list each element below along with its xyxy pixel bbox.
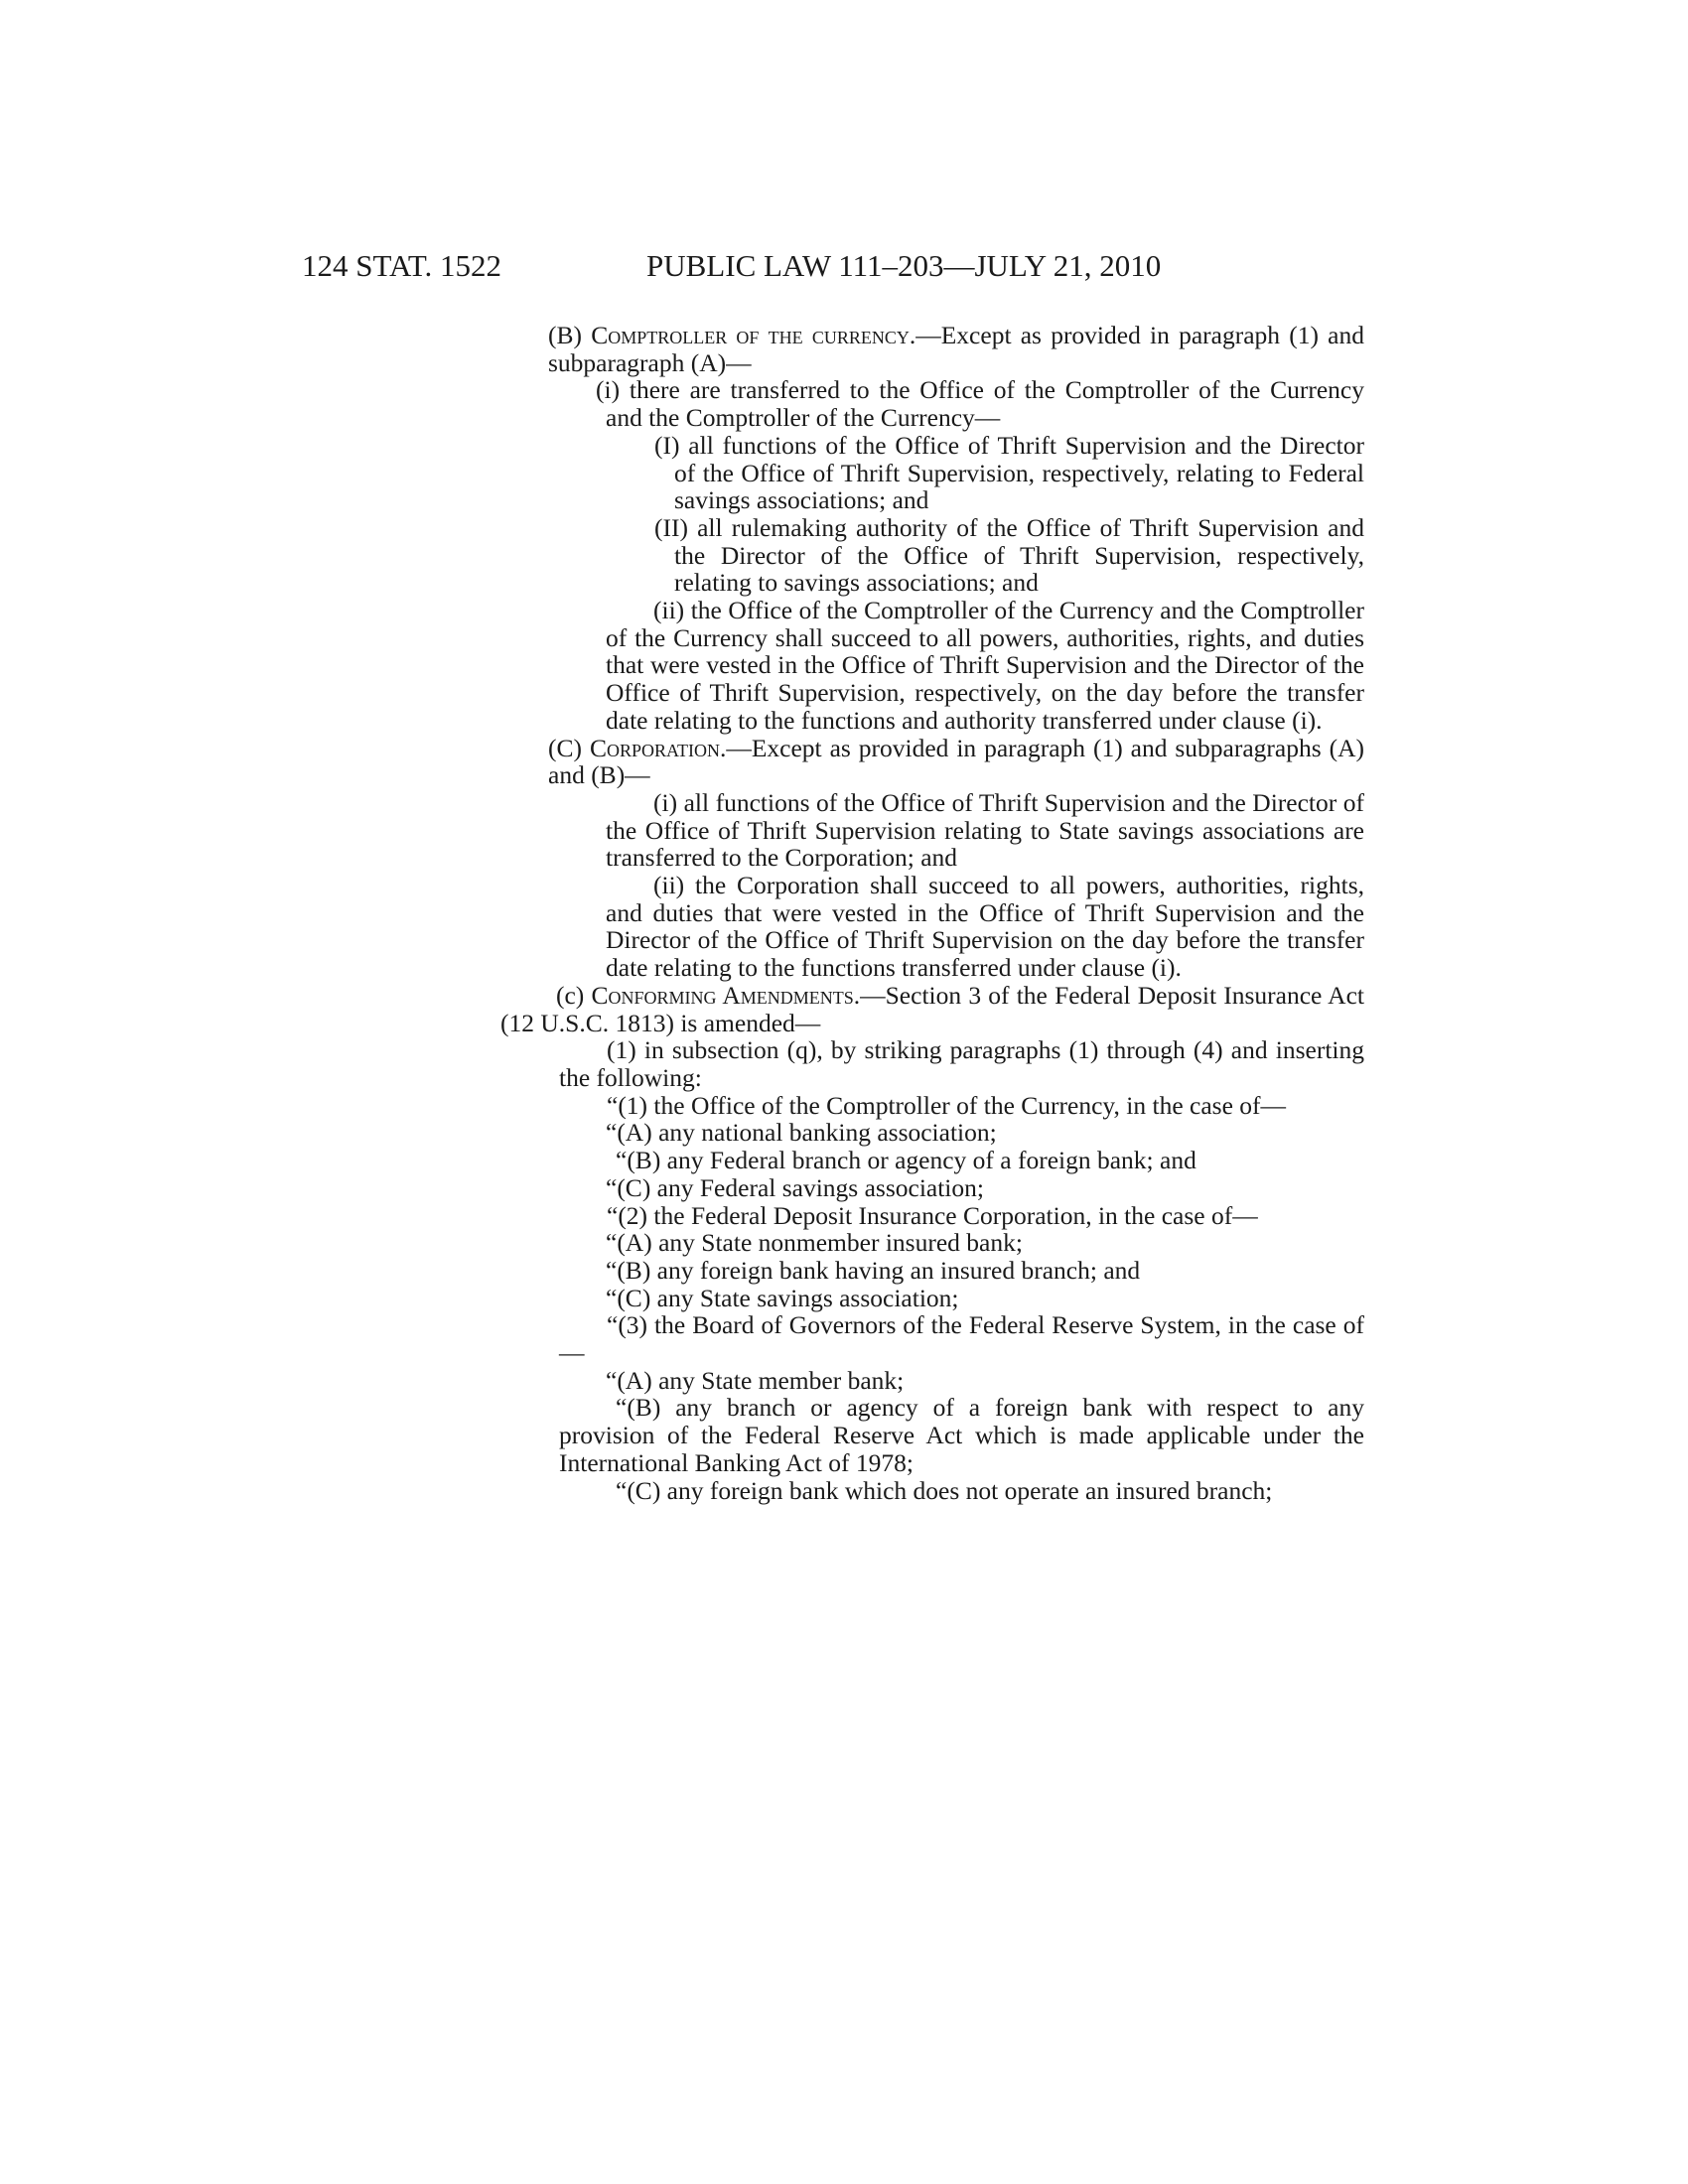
section-heading: Comptroller of the currency. [591, 321, 916, 349]
quoted-paragraph-2: “(2) the Federal Deposit Insurance Corporation, in the case of— [607, 1200, 1258, 1230]
quoted-subparagraph-a: “(A) any State member bank; [606, 1365, 905, 1395]
quoted-subparagraph-a: “(A) any State nonmember insured bank; [606, 1228, 1023, 1258]
statute-body [500, 322, 1364, 1504]
subparagraph-b-comptroller [548, 322, 1364, 376]
quoted-subparagraph-c: “(C) any State savings association; [606, 1283, 959, 1312]
clause-ii: (ii) the Office of the Comptroller of the Currency and the Comptroller of the Currency shall succeed to all powers, authorities, rights, and duties that were vested in the Office of Thrift Supervision and the Director of the Office of Thrift Supervision, respectively, on the day before the transfer date relating to the functions and authority transferred under clause (i). [606, 596, 1364, 735]
enumerator: (C) [548, 733, 590, 762]
quoted-subparagraph-c: “(C) any Federal savings association; [606, 1172, 984, 1202]
amendment-paragraph-1: (1) in subsection (q), by striking paragraphs (1) through (4) and inserting the following: [559, 1035, 1364, 1092]
paragraph-text: —Except as provided in paragraph (1) and subparagraphs (A) and (B)— [548, 733, 1364, 790]
law-title-header: PUBLIC LAW 111–203—JULY 21, 2010 [646, 248, 1162, 283]
paragraph-text: —Except as provided in paragraph (1) and subparagraph (A)— [548, 321, 1364, 377]
section-heading: Corporation. [589, 733, 727, 762]
quoted-subparagraph-a: “(A) any national banking association; [606, 1118, 997, 1148]
quoted-subparagraph-c: “(C) any foreign bank which does not operate an insured branch; [616, 1475, 1273, 1505]
section-heading: Conforming Amendments. [591, 980, 861, 1010]
subclause-I: (I) all functions of the Office of Thrift Supervision and the Director of the Office of Thrift Supervision, respectively, relating to Federal savings associations; and [654, 430, 1364, 515]
paragraph-text: —Section 3 of the Federal Deposit Insurance Act (12 U.S.C. 1813) is amended— [500, 980, 1364, 1037]
enumerator: (B) [548, 321, 592, 349]
clause-i: (i) all functions of the Office of Thrift Supervision and the Director of the Office of Thrift Supervision relating to State savings associations are transferred to the Corporation; and [606, 787, 1364, 873]
subsection-c-conforming-amendments [500, 982, 1364, 1036]
enumerator: (c) [556, 980, 592, 1010]
quoted-paragraph-1: “(1) the Office of the Comptroller of the Currency, in the case of— [607, 1090, 1287, 1120]
clause-ii: (ii) the Corporation shall succeed to all powers, authorities, rights, and duties that were vested in the Office of Thrift Supervision and the Director of the Office of Thrift Supervision on the day before the transfer date relating to the functions transferred under clause (i). [606, 871, 1364, 983]
stat-citation: 124 STAT. 1522 [302, 248, 502, 283]
clause-i: (i) there are transferred to the Office of the Comptroller of the Currency and the Comptroller of the Currency— [596, 375, 1364, 433]
quoted-subparagraph-b: “(B) any Federal branch or agency of a foreign bank; and [616, 1146, 1196, 1175]
subclause-II: (II) all rulemaking authority of the Office of Thrift Supervision and the Director of the Office of Thrift Supervision, respectively, relating to savings associations; and [654, 512, 1364, 598]
quoted-subparagraph-b: “(B) any foreign bank having an insured branch; and [606, 1255, 1141, 1285]
quoted-subparagraph-b: “(B) any branch or agency of a foreign bank with respect to any provision of the Federal Reserve Act which is made applicable under the International Banking Act of 1978; [559, 1393, 1364, 1477]
subparagraph-c-corporation [548, 735, 1364, 789]
quoted-paragraph-3: “(3) the Board of Governors of the Federal Reserve System, in the case of— [559, 1310, 1364, 1368]
